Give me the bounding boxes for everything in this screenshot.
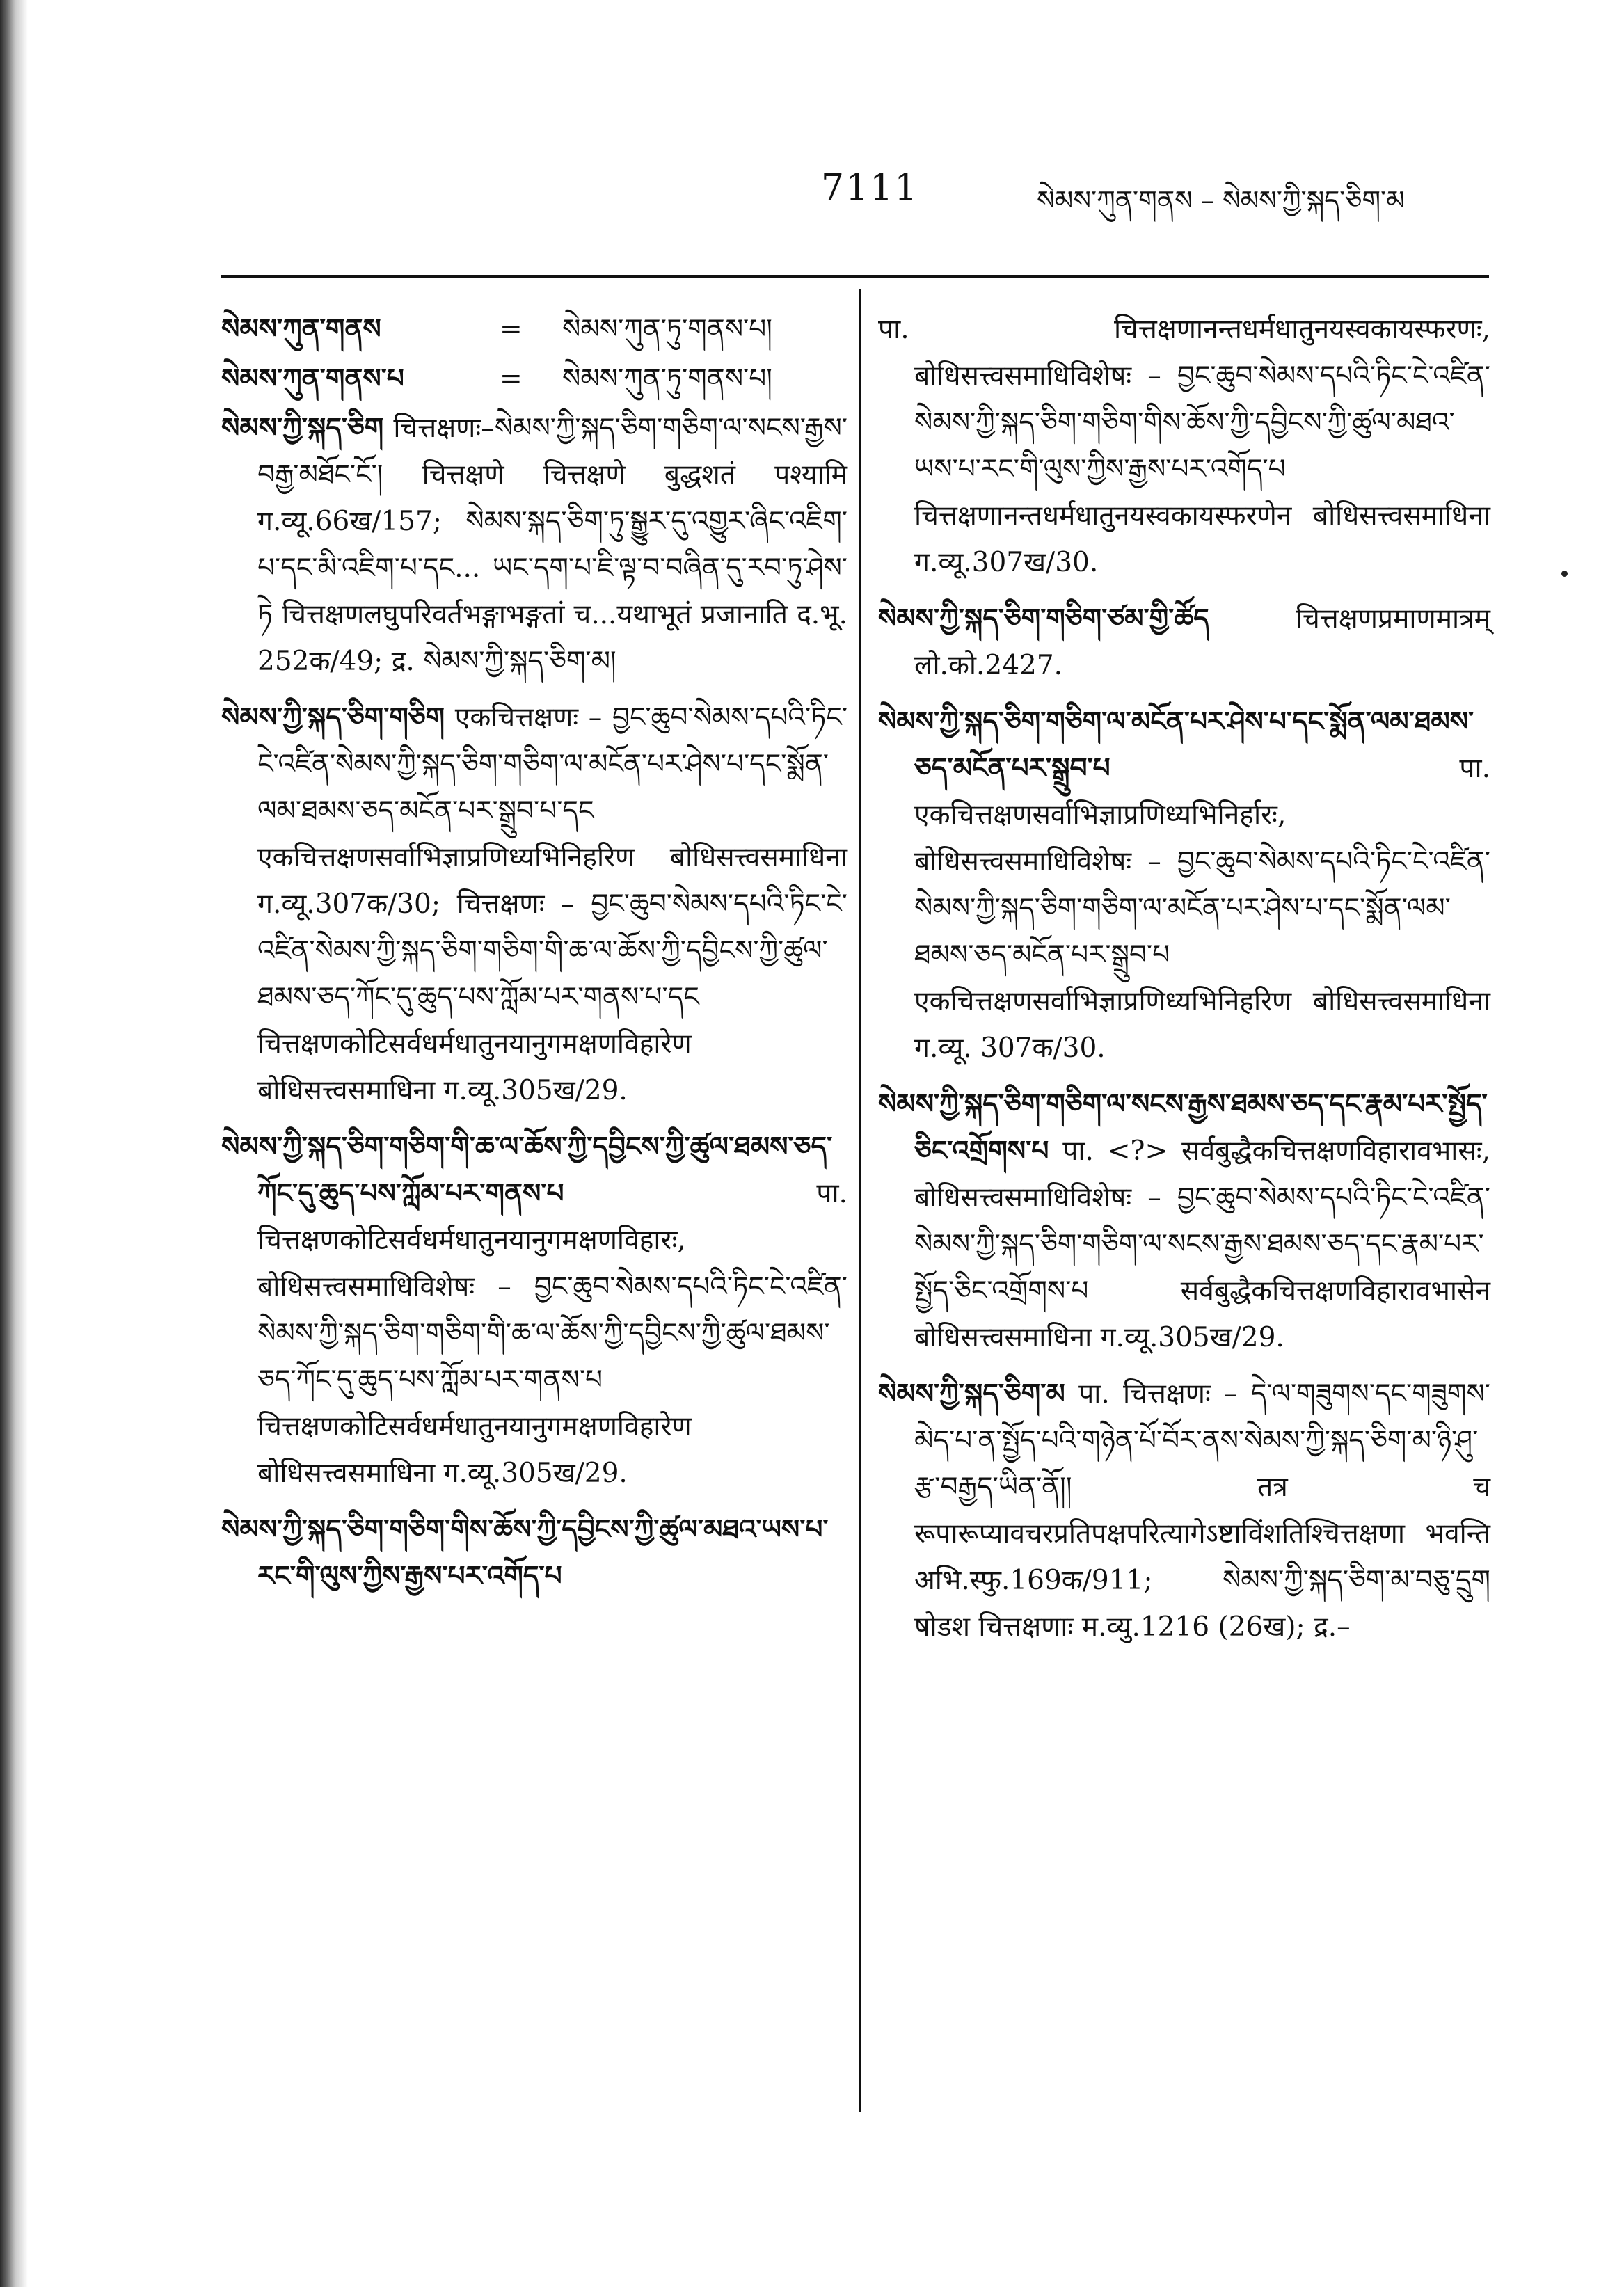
entry-headword: སེམས་ཀྱི་སྐད་ཅིག་གཅིག་གི་ཆ་ལ་ཆོས་ཀྱི་དབྱིངས་ཀྱི་ཚུལ་ཐམས་ཅད་ཀོང་དུ་ཆུད་པས་ཀློམ་པར་གནས་པ	[221, 1131, 833, 1209]
equals-sign: =	[500, 314, 523, 345]
entry-headword: སེམས་ཀྱི་སྐད་ཅིག་གཅིག་ལ་སངས་རྒྱས་ཐམས་ཅད་དང་རྣམ་པར་སྤྱོད་ཅིང་འགྲོགས་པ	[878, 1088, 1488, 1167]
dictionary-entry	[221, 356, 847, 402]
entry-body: पा. चित्तक्षणानन्तधर्मधातुनयस्वकायस्फरणः, बोधिसत्त्वसमाधिविशेषः – བྱང་ཆུབ་སེམས་དཔའི་ཏིང་ངེ་འཛིན་སེམས་ཀྱི་སྐད་ཅིག་གཅིག་གིས་ཆོས་ཀྱི་དབྱིངས་ཀྱི་ཚུལ་མཐའ་ཡས་པ་རང་གི་ལུས་ཀྱིས་རྒྱས་པར་འགོད་པ चित्तक्षणानन्तधर्मधातुनयस्वकायस्फरणेन बोधिसत्त्वसमाधिना ग.व्यू.307ख/30.	[878, 314, 1490, 578]
entry-headword: སེམས་ཀུན་གནས་པ	[221, 362, 404, 395]
page-number: 7111	[821, 167, 919, 209]
entry-body: चित्तक्षणप्रमाणमात्रम् लो.को.2427.	[914, 603, 1490, 681]
dictionary-entry	[221, 694, 847, 1114]
dictionary-entry	[878, 596, 1490, 689]
entry-body: पा. चित्तक्षणकोटिसर्वधर्मधातुनयानुगमक्षणविहारः, बोधिसत्त्वसमाधिविशेषः – བྱང་ཆུབ་སེམས་དཔའི་ཏིང་ངེ་འཛིན་སེམས་ཀྱི་སྐད་ཅིག་གཅིག་གི་ཆ་ལ་ཆོས་ཀྱི་དབྱིངས་ཀྱི་ཚུལ་ཐམས་ཅད་ཀོང་དུ་ཆུད་པས་ཀློམ་པར་གནས་པ चित्तक्षणकोटिसर्वधर्मधातुनयानुगमक्षणविहारेण बोधिसत्त्वसमाधिना ग.व्यू.305ख/29.	[257, 1178, 847, 1489]
cross-reference: སེམས་ཀུན་ཏུ་གནས་པ།	[562, 314, 772, 345]
dictionary-entry	[878, 1371, 1490, 1650]
dictionary-entry-continued	[878, 306, 1490, 586]
running-head: སེམས་ཀུན་གནས – སེམས་ཀྱི་སྐད་ཅིག་མ	[1037, 185, 1405, 216]
cross-reference: སེམས་ཀུན་ཏུ་གནས་པ།	[562, 363, 772, 395]
dictionary-entry	[221, 306, 847, 353]
entry-headword: སེམས་ཀྱི་སྐད་ཅིག་གཅིག་གིས་ཆོས་ཀྱི་དབྱིངས་ཀྱི་ཚུལ་མཐའ་ཡས་པ་རང་གི་ལུས་ཀྱིས་རྒྱས་པར་འགོད་པ	[221, 1513, 829, 1592]
equals-sign: =	[500, 363, 523, 395]
column-divider	[859, 289, 861, 2112]
stray-ink-dot	[1561, 571, 1568, 577]
dictionary-entry	[221, 1124, 847, 1497]
left-column	[221, 306, 847, 1609]
entry-headword: སེམས་ཀྱི་སྐད་ཅིག	[221, 412, 384, 444]
dictionary-entry	[221, 405, 847, 685]
entry-headword: སེམས་ཀྱི་སྐད་ཅིག་གཅིག་ཙམ་གྱི་ཚོད	[878, 603, 1209, 635]
entry-body: चित्तक्षणः–སེམས་ཀྱི་སྐད་ཅིག་གཅིག་ལ་སངས་རྒྱས་བརྒྱ་མཐོང་ངོ་། चित्तक्षणे चित्तक्षणे बुद्धशतं पश्यामि ग.व्यू.66ख/157; སེམས་སྐད་ཅིག་ཏུ་སྒྱུར་དུ་འགྱུར་ཞིང་འཇིག་པ་དང་མི་འཇིག་པ་དང... ཡང་དག་པ་ཇི་ལྟ་བ་བཞིན་དུ་རབ་ཏུ་ཤེས་ཏེ चित्तक्षणलघुपरिवर्तभङ्गाभङ्गतां च...यथाभूतं प्रजानाति द.भू. 252क/49; द्र. སེམས་ཀྱི་སྐད་ཅིག་མ།	[257, 413, 847, 677]
entry-headword: སེམས་ཀྱི་སྐད་ཅིག་གཅིག	[221, 701, 445, 733]
entry-headword: སེམས་ཀྱི་སྐད་ཅིག་གཅིག་ལ་མངོན་པར་ཤེས་པ་དང་སྨོན་ལམ་ཐམས་ཅད་མངོན་པར་སྒྲུབ་པ	[878, 706, 1474, 784]
entry-body: एकचित्तक्षणः – བྱང་ཆུབ་སེམས་དཔའི་ཏིང་ངེ་འཛིན་སེམས་ཀྱི་སྐད་ཅིག་གཅིག་ལ་མངོན་པར་ཤེས་པ་དང་སྨོན་ལམ་ཐམས་ཅད་མངོན་པར་སྒྲུབ་པ་དང एकचित्तक्षणसर्वाभिज्ञाप्रणिध्यभिनिहरिण बोधिसत्त्वसमाधिना ग.व्यू.307क/30; चित्तक्षणः – བྱང་ཆུབ་སེམས་དཔའི་ཏིང་ངེ་འཛིན་སེམས་ཀྱི་སྐད་ཅིག་གཅིག་གི་ཆ་ལ་ཆོས་ཀྱི་དབྱིངས་ཀྱི་ཚུལ་ཐམས་ཅད་ཀོང་དུ་ཆུད་པས་ཀློམ་པར་གནས་པ་དང चित्तक्षणकोटिसर्वधर्मधातुनयानुगमक्षणविहारेण बोधिसत्त्वसमाधिना ग.व्यू.305ख/29.	[257, 702, 848, 1106]
entry-body: पा. एकचित्तक्षणसर्वाभिज्ञाप्रणिध्यभिनिर्हारः, बोधिसत्त्वसमाधिविशेषः – བྱང་ཆུབ་སེམས་དཔའི་ཏིང་ངེ་འཛིན་སེམས་ཀྱི་སྐད་ཅིག་གཅིག་ལ་མངོན་པར་ཤེས་པ་དང་སྨོན་ལམ་ཐམས་ཅད་མངོན་པར་སྒྲུབ་པ एकचित्तक्षणसर्वाभिज्ञाप्रणिध्यभिनिहरिण बोधिसत्त्वसमाधिना ग.व्यू. 307क/30.	[914, 753, 1490, 1064]
entry-body: पा. चित्तक्षणः – དེ་ལ་གཟུགས་དང་གཟུགས་མེད་པ་ན་སྤྱོད་པའི་གཉེན་པོ་བོར་ནས་སེམས་ཀྱི་སྐད་ཅིག་མ་ཉི་ཤུ་རྩ་བརྒྱད་ཡིན་ནོ།། तत्र च रूपारूप्यावचरप्रतिपक्षपरित्यागेऽष्टाविंशतिश्चित्तक्षणा भवन्ति अभि.स्फु.169क/911; སེམས་ཀྱི་སྐད་ཅིག་མ་བཅུ་དྲུག षोडश चित्तक्षणाः म.व्यु.1216 (26ख); द्र.–	[914, 1378, 1490, 1643]
entry-headword: སེམས་ཀྱི་སྐད་ཅིག་མ	[878, 1378, 1065, 1410]
entry-headword: སེམས་ཀུན་གནས	[221, 313, 381, 345]
header-rule	[221, 275, 1489, 278]
scan-binding-edge	[0, 0, 28, 2287]
dictionary-entry	[878, 699, 1490, 1071]
entry-body: पा. <?> सर्वबुद्धैकचित्तक्षणविहारावभासः, बोधिसत्त्वसमाधिविशेषः – བྱང་ཆུབ་སེམས་དཔའི་ཏིང་ངེ་འཛིན་སེམས་ཀྱི་སྐད་ཅིག་གཅིག་ལ་སངས་རྒྱས་ཐམས་ཅད་དང་རྣམ་པར་སྤྱོད་ཅིང་འགྲོགས་པ सर्वबुद्धैकचित्तक्षणविहारावभासेन बोधिसत्त्वसमाधिना ग.व्यू.305ख/29.	[914, 1135, 1490, 1353]
dictionary-entry	[221, 1506, 847, 1600]
dictionary-entry	[878, 1081, 1490, 1361]
right-column	[878, 306, 1490, 1660]
